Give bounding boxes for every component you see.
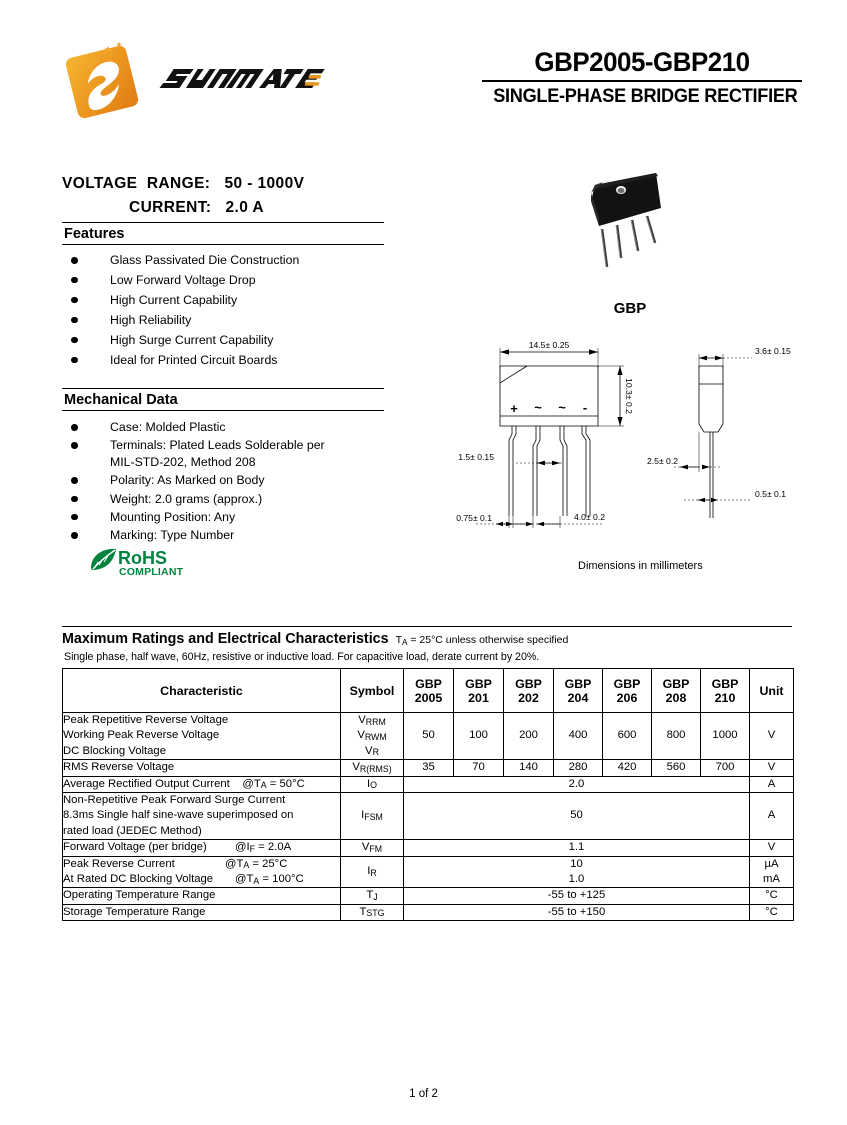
leaf-icon (91, 549, 116, 570)
table-row (63, 904, 794, 920)
feature-text: High Reliability (110, 312, 192, 327)
feature-text: High Current Capability (110, 292, 238, 307)
mechanical-data-heading (62, 388, 384, 411)
polarity-ac2: ~ (558, 400, 566, 415)
mech-text: Marking: Type Number (110, 528, 235, 543)
list-item (62, 292, 392, 309)
table-row (63, 776, 794, 792)
mechanical-data-list (62, 419, 392, 546)
row-symbol: VR(RMS) (341, 760, 404, 776)
list-item (62, 437, 392, 471)
cell-value: 560 (652, 760, 701, 776)
bullet-icon (71, 496, 78, 503)
cell-unit: A (750, 776, 794, 792)
cell-unit: V (750, 713, 794, 760)
cell-value: 200 (504, 713, 554, 760)
list-item (62, 352, 392, 369)
cell-value-merged: -55 to +150 (404, 904, 750, 920)
bullet-icon (71, 277, 78, 284)
mech-text: Terminals: Plated Leads Solderable per (110, 438, 325, 453)
polarity-minus: - (582, 400, 588, 415)
list-item (62, 527, 392, 544)
feature-text: Low Forward Voltage Drop (110, 272, 256, 287)
bullet-icon (71, 297, 78, 304)
cell-value: 50 (404, 713, 454, 760)
table-header-row (63, 669, 794, 713)
cell-value: 400 (554, 713, 603, 760)
row-characteristic: Storage Temperature Range (63, 904, 341, 920)
cell-unit: V (750, 760, 794, 776)
row-characteristic: Peak Repetitive Reverse Voltage Working Peak Reverse Voltage DC Blocking Voltage (63, 713, 341, 760)
dim-pitch: 4.0± 0.2 (574, 512, 605, 522)
cell-value: 420 (603, 760, 652, 776)
table-row (63, 713, 794, 760)
col-gbp201: GBP 201 (454, 669, 504, 713)
dim-side-width: 3.6± 0.15 (755, 346, 791, 356)
ratings-title-row (62, 626, 792, 648)
dim-side-thickness: 2.5± 0.2 (647, 456, 678, 466)
rohs-compliant-logo (88, 546, 208, 580)
cell-unit: A (750, 793, 794, 840)
ratings-table (62, 668, 794, 921)
col-gbp202: GBP 202 (504, 669, 554, 713)
bullet-icon (71, 317, 78, 324)
row-symbol: VFM (341, 840, 404, 856)
voltage-range-spec: VOLTAGE RANGE: 50 - 1000V (62, 175, 305, 192)
mech-text: Case: Molded Plastic (110, 420, 226, 434)
col-gbp210: GBP 210 (701, 669, 750, 713)
cell-value-merged: 10 1.0 (404, 856, 750, 888)
dimension-labels (456, 340, 791, 523)
current-spec: CURRENT: 2.0 A (129, 199, 265, 216)
row-symbol: TJ (341, 888, 404, 904)
table-row (63, 840, 794, 856)
dim-width-top: 14.5± 0.25 (528, 340, 570, 350)
package-name-label: GBP (613, 300, 647, 317)
cell-value: 700 (701, 760, 750, 776)
table-row (63, 856, 794, 888)
cell-value: 280 (554, 760, 603, 776)
row-characteristic: Peak Reverse Current @TA = 25°C At Rated DC Blocking Voltage @TA = 100°C (63, 856, 341, 888)
bullet-icon (71, 357, 78, 364)
bullet-icon (71, 442, 78, 449)
bullet-icon (71, 532, 78, 539)
cell-unit: V (750, 840, 794, 856)
table-row (63, 793, 794, 840)
list-item (62, 312, 392, 329)
cell-unit: °C (750, 904, 794, 920)
cell-value-merged: 1.1 (404, 840, 750, 856)
features-list (62, 252, 392, 372)
polarity-plus: + (510, 401, 518, 416)
list-item (62, 332, 392, 349)
cell-unit: °C (750, 888, 794, 904)
mech-text: Polarity: As Marked on Body (110, 473, 265, 488)
feature-text: High Surge Current Capability (110, 332, 274, 347)
cell-value-merged: 2.0 (404, 776, 750, 792)
ratings-subnote: Single phase, half wave, 60Hz, resistive or inductive load. For capacitive load, derate current by 20%. (64, 651, 540, 663)
company-logo (62, 38, 342, 130)
row-symbol: IR (341, 856, 404, 888)
row-symbol: VRRM VRWM VR (341, 713, 404, 760)
cell-value: 1000 (701, 713, 750, 760)
title-divider (482, 80, 802, 82)
col-gbp2005: GBP 2005 (404, 669, 454, 713)
cell-value-merged: 50 (404, 793, 750, 840)
dim-lead-thickness: 0.5± 0.1 (755, 489, 786, 499)
mech-text: Weight: 2.0 grams (approx.) (110, 491, 263, 506)
cell-value-merged: -55 to +125 (404, 888, 750, 904)
features-heading-label: Features (64, 226, 125, 242)
sunmate-wordmark (150, 60, 340, 100)
sunmate-logo-icon (62, 40, 142, 120)
table-row (63, 760, 794, 776)
col-gbp204: GBP 204 (554, 669, 603, 713)
list-item (62, 491, 392, 508)
mech-text: Mounting Position: Any (110, 509, 236, 524)
polarity-marks (510, 400, 587, 416)
list-item (62, 419, 392, 436)
ratings-title-note: TA = 25°C unless otherwise specified (395, 634, 569, 647)
dimensions-caption: Dimensions in millimeters (578, 560, 703, 572)
page-header (0, 0, 847, 140)
col-symbol: Symbol (341, 669, 404, 713)
bullet-icon (71, 257, 78, 264)
cell-value: 600 (603, 713, 652, 760)
cell-value: 35 (404, 760, 454, 776)
bullet-icon (71, 514, 78, 521)
list-item (62, 272, 392, 289)
package-photo-gbp (555, 163, 705, 273)
dim-lead-width: 0.75± 0.1 (456, 513, 492, 523)
row-characteristic: Operating Temperature Range (63, 888, 341, 904)
page-number: 1 of 2 (409, 1088, 438, 1100)
page-title: GBP2005-GBP210 (534, 47, 750, 77)
col-gbp206: GBP 206 (603, 669, 652, 713)
cell-value: 140 (504, 760, 554, 776)
mech-text-line2: MIL-STD-202, Method 208 (110, 455, 256, 470)
cell-value: 70 (454, 760, 504, 776)
col-gbp208: GBP 208 (652, 669, 701, 713)
row-symbol: IO (341, 776, 404, 792)
list-item (62, 472, 392, 489)
list-item (62, 509, 392, 526)
cell-value: 100 (454, 713, 504, 760)
table-row (63, 888, 794, 904)
mechanical-heading-label: Mechanical Data (64, 392, 178, 408)
list-item (62, 252, 392, 269)
feature-text: Ideal for Printed Circuit Boards (110, 352, 278, 367)
row-characteristic: Average Rectified Output Current @TA = 50°C (63, 776, 341, 792)
feature-text: Glass Passivated Die Construction (110, 253, 300, 267)
features-heading (62, 222, 384, 245)
row-characteristic: RMS Reverse Voltage (63, 760, 341, 776)
title-block (482, 46, 802, 108)
dim-lead-gap: 1.5± 0.15 (458, 452, 494, 462)
package-dimension-drawing (452, 336, 832, 551)
row-characteristic: Non-Repetitive Peak Forward Surge Current 8.3ms Single half sine-wave superimposed on rated load (JEDEC Method) (63, 793, 341, 840)
col-characteristic: Characteristic (63, 669, 341, 713)
ratings-title: Maximum Ratings and Electrical Characteristics (62, 631, 389, 647)
row-symbol: IFSM (341, 793, 404, 840)
cell-unit: µA mA (750, 856, 794, 888)
polarity-ac1: ~ (534, 400, 542, 415)
row-symbol: TSTG (341, 904, 404, 920)
bullet-icon (71, 337, 78, 344)
page-subtitle: SINGLE-PHASE BRIDGE RECTIFIER (493, 85, 798, 107)
dim-height-right: 10.3± 0.2 (624, 378, 634, 414)
bullet-icon (71, 477, 78, 484)
cell-value: 800 (652, 713, 701, 760)
col-unit: Unit (750, 669, 794, 713)
page-footer (0, 1088, 847, 1100)
rohs-text: RoHS (118, 548, 167, 568)
row-characteristic: Forward Voltage (per bridge) @IF = 2.0A (63, 840, 341, 856)
compliant-text: COMPLIANT (119, 566, 184, 578)
bullet-icon (71, 424, 78, 431)
